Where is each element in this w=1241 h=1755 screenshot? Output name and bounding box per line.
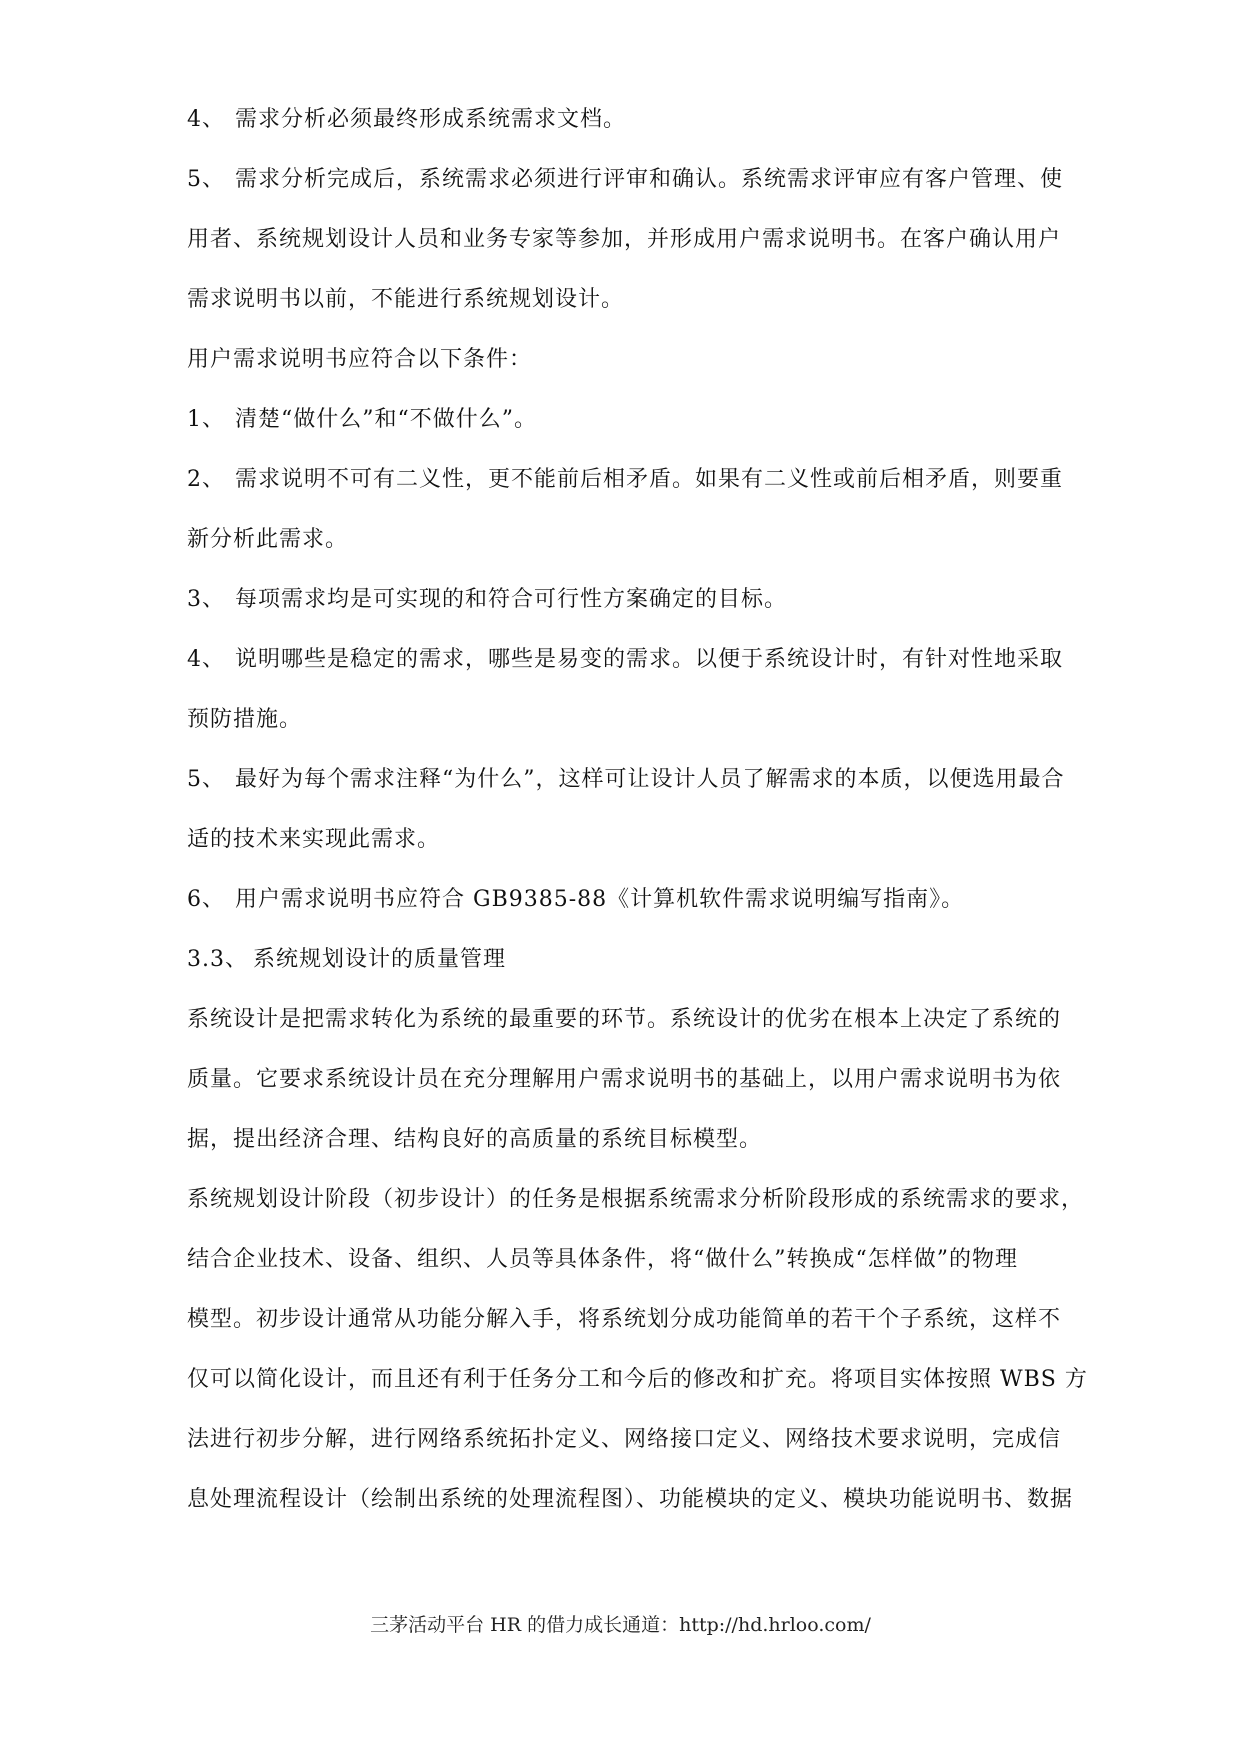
- section-heading: [187, 930, 1147, 990]
- item-text: 清楚“做什么”和“不做什么”。: [235, 407, 537, 432]
- item-number: 6、: [187, 887, 225, 912]
- item-text: 需求说明不可有二义性，更不能前后相矛盾。如果有二义性或前后相矛盾，则要重: [235, 467, 1064, 492]
- list-item: [187, 570, 1147, 630]
- text-line: 新分析此需求。: [187, 527, 349, 552]
- section-title: 系统规划设计的质量管理: [253, 947, 507, 972]
- text-line: 系统规划设计阶段（初步设计）的任务是根据系统需求分析阶段形成的系统需求的要求，: [187, 1187, 1085, 1212]
- item-number: 5、: [187, 167, 225, 192]
- item-text: 需求分析完成后，系统需求必须进行评审和确认。系统需求评审应有客户管理、使: [235, 167, 1064, 192]
- list-item: [187, 390, 1147, 450]
- text-line: 据，提出经济合理、结构良好的高质量的系统目标模型。: [187, 1127, 763, 1152]
- list-item: [187, 630, 1147, 690]
- list-item: [187, 150, 1147, 210]
- text-line: 系统设计是把需求转化为系统的最重要的环节。系统设计的优劣在根本上决定了系统的: [187, 1007, 1062, 1032]
- text-line: 用户需求说明书应符合以下条件：: [187, 347, 533, 372]
- text-line: 适的技术来实现此需求。: [187, 827, 441, 852]
- item-number: 4、: [187, 647, 225, 672]
- text-line: 用者、系统规划设计人员和业务专家等参加，并形成用户需求说明书。在客户确认用户: [187, 227, 1062, 252]
- item-number: 4、: [187, 107, 225, 132]
- item-number: 3、: [187, 587, 225, 612]
- item-text: 说明哪些是稳定的需求，哪些是易变的需求。以便于系统设计时，有针对性地采取: [235, 647, 1064, 672]
- item-number: 5、: [187, 767, 225, 792]
- item-number: 2、: [187, 467, 225, 492]
- item-text: 需求分析必须最终形成系统需求文档。: [235, 107, 627, 132]
- item-text: 最好为每个需求注释“为什么”，这样可让设计人员了解需求的本质，以便选用最合: [235, 767, 1065, 792]
- document-body: [187, 90, 1147, 1530]
- item-text: 用户需求说明书应符合 GB9385-88《计算机软件需求说明编写指南》。: [235, 887, 965, 912]
- section-number: 3.3、: [187, 947, 248, 972]
- text-line: 模型。初步设计通常从功能分解入手，将系统划分成功能简单的若干个子系统，这样不: [187, 1307, 1062, 1332]
- text-line: 质量。它要求系统设计员在充分理解用户需求说明书的基础上，以用户需求说明书为依: [187, 1067, 1062, 1092]
- text-line: 仅可以简化设计，而且还有利于任务分工和今后的修改和扩充。将项目实体按照 WBS 方: [187, 1367, 1088, 1392]
- text-line: 息处理流程设计（绘制出系统的处理流程图）、功能模块的定义、模块功能说明书、数据: [187, 1487, 1074, 1512]
- list-item: [187, 90, 1147, 150]
- page-footer: 三茅活动平台 HR 的借力成长通道：http://hd.hrloo.com/: [370, 1614, 871, 1636]
- text-line: 结合企业技术、设备、组织、人员等具体条件，将“做什么”转换成“怎样做”的物理: [187, 1247, 1018, 1272]
- list-item: [187, 750, 1147, 810]
- item-number: 1、: [187, 407, 225, 432]
- list-item: [187, 870, 1147, 930]
- list-item: [187, 450, 1147, 510]
- text-line: 需求说明书以前，不能进行系统规划设计。: [187, 287, 625, 312]
- text-line: 法进行初步分解，进行网络系统拓扑定义、网络接口定义、网络技术要求说明，完成信: [187, 1427, 1062, 1452]
- item-text: 每项需求均是可实现的和符合可行性方案确定的目标。: [235, 587, 788, 612]
- text-line: 预防措施。: [187, 707, 303, 732]
